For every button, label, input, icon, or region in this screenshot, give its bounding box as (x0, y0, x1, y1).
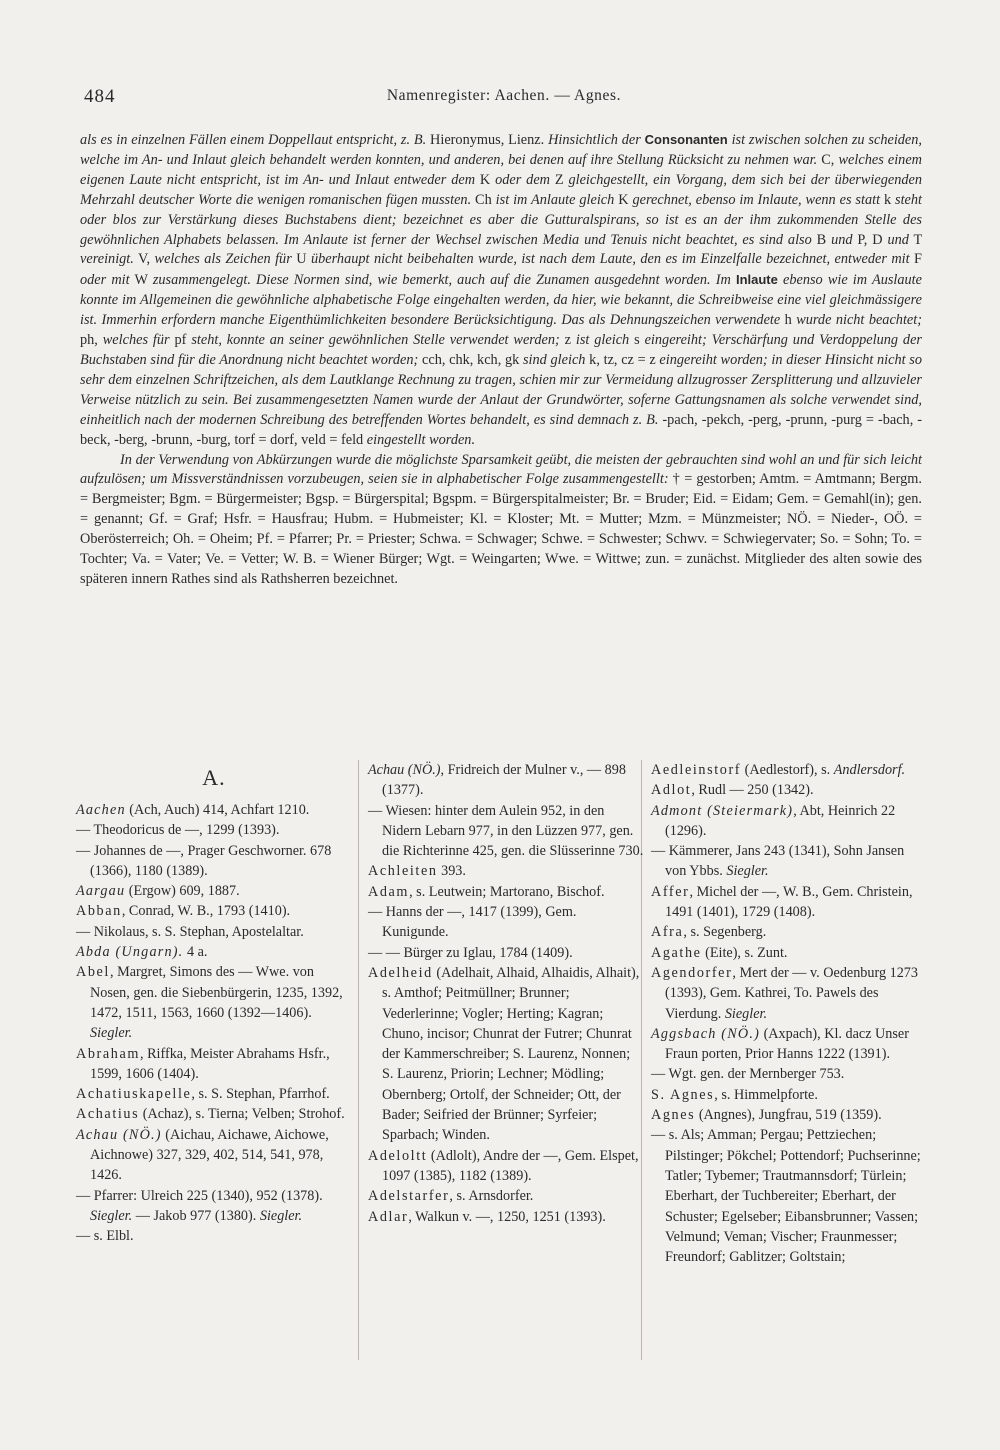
entry-headword: Agnes (651, 1107, 696, 1124)
text-run: — Johannes de —, Prager Geschworner. 678 (1366), 1180 (1389). (76, 842, 332, 879)
index-entry (651, 780, 927, 800)
text-run: zusammengelegt. Diese Normen sind, wie bemerkt, auch auf die Zunamen ausgedehnt worden. Im (152, 272, 736, 289)
text-run: (Adlolt), Andre der —, Gem. Elspet, 1097 (1385), 1182 (1389). (382, 1147, 639, 1184)
entry-headword: Achau (NÖ.) (76, 1126, 162, 1143)
entry-list (368, 760, 644, 1227)
text-run: h (780, 312, 797, 329)
index-column-1 (76, 760, 352, 1247)
text-run: cch, chk, kch, gk (418, 351, 523, 368)
text-run: — Wgt. gen. der Mernberger 753. (651, 1066, 845, 1083)
text-run: eingereiht worden; in dieser Hinsicht nicht so sehr dem einzelnen Schriftzeichen, als dem Lautklange Rechnung zu tragen, schien mir zur Vermeidung allzugrosser Zersplitterung und allzuvieler Verweise nützlich zu sein. Bei zusammengesetzten Namen wurde der Anlaut der Grundwörter, soferne Gattungsnamen als solche verwendet sind, einheitlich nach der modernen Schreibung des betreffenden Wortes behandelt, es sind demnach z. B. (80, 351, 923, 428)
text-run: Hinsichtlich der (548, 132, 645, 148)
text-run: Inlaute (735, 272, 778, 288)
text-run: gleichgestellt, ein Vorgang, dem sich bei der überwiegenden Mehrzahl deutscher Worte die wenigen romanischen fügen mussten. (80, 171, 922, 208)
entry-headword: Adelstarfer (368, 1188, 450, 1205)
text-run: , s. Segenberg. (683, 924, 767, 941)
entry-headword: Abda (Ungarn). (76, 944, 184, 961)
index-entry (368, 861, 644, 881)
text-run: wurde nicht beachtet; (796, 312, 923, 329)
text-run: welches als Zeichen für (154, 251, 292, 268)
text-run: steht oder blos zur Verstärkung dieses Buchstabens dient; bezeichnet es aber die Gutturalspirans, so ist es an der ihm zukommenden Stelle des gewöhnlichen Alphabets belassen. Im Anlaute ist ferner der Wechsel zwischen Media und Tenuis nicht beachtet, es sind also (80, 191, 923, 248)
text-run: ist im Anlaute gleich (495, 191, 615, 208)
text-run: , Michel der —, W. B., Gem. Christein, 1491 (1401), 1729 (1408). (665, 883, 913, 921)
index-entry (76, 1226, 352, 1246)
text-run: (Achaz), s. Tierna; Velben; Strohof. (139, 1106, 345, 1123)
text-run: vereinigt. (80, 251, 134, 268)
text-run: überhaupt nicht beibehalten wurde, ist nach dem Laute, den es im Einzelfalle bezeichnet, entweder mit (310, 251, 910, 268)
entry-headword: Adlar (368, 1208, 409, 1225)
index-entry (651, 922, 927, 942)
text-run: 4 a. (183, 944, 208, 961)
running-head: Namenregister: Aachen. — Agnes. (386, 87, 622, 104)
text-run: und (831, 231, 853, 248)
index-entry (651, 1024, 927, 1065)
text-run: (Aichau, Aichawe, Aichowe, Aichnowe) 327, 329, 402, 514, 541, 978, 1426. (90, 1126, 329, 1184)
index-entry (651, 882, 927, 923)
text-run: Hieronymus, Lienz. (426, 132, 549, 148)
index-entry (368, 963, 644, 1146)
text-run: , s. Himmelpforte. (714, 1086, 818, 1103)
text-run: k, tz, cz = z (585, 351, 660, 368)
text-run: (Axpach), Kl. dacz Unser Fraun porten, Prior Hanns 1222 (1391). (665, 1025, 909, 1063)
text-run: , Rudl — 250 (1342). (691, 782, 814, 799)
text-run: V, (133, 251, 155, 268)
text-run: , Riffka, Meister Abrahams Hsfr., 1599, 1606 (1404). (90, 1045, 330, 1082)
entry-headword: Achatiuskapelle (76, 1086, 192, 1103)
text-run: als es in einzelnen Fällen einem Doppellaut entspricht, z. B. (80, 132, 427, 148)
index-entry (651, 801, 927, 842)
index-entry (368, 943, 644, 963)
index-entry (368, 882, 644, 902)
index-entry (651, 943, 927, 963)
entry-headword: Admont (Steiermark) (651, 802, 794, 819)
index-entry (651, 1105, 927, 1125)
text-run: , s. Arnsdorfer. (449, 1188, 534, 1205)
text-run: (Angnes), Jungfrau, 519 (1359). (695, 1107, 882, 1124)
text-run: — s. Als; Amman; Pergau; Pettziechen; Pilstinger; Pökchel; Pottendorf; Puchserinne; Tatler; Tybemer; Trautmannsdorf; Türlein; Eberhart, der Tuchbereiter; Eberhart, der Schuster; Egelseber; Eibansbrunner; Vassen; Velmund; Veman; Vischer; Fraunmesser; Freundorf; Gablitzer; Goltstain; (651, 1127, 921, 1266)
entry-list (651, 760, 927, 1267)
entry-headword: Agendorfer (651, 964, 733, 981)
text-run: , s. Leutwein; Martorano, Bischof. (409, 883, 605, 900)
page-header (84, 86, 924, 112)
text-run: -pach, -pekch, -perg, -prunn, -purg = -bach, -beck, -berg, -brunn, -burg, torf = dorf, veld = feld (80, 411, 923, 448)
index-entry (76, 800, 352, 820)
text-run: ph, (80, 332, 103, 349)
text-run: — Nikolaus, s. S. Stephan, Apostelaltar. (76, 923, 304, 940)
text-run: (Aedlestorf), s. (741, 762, 834, 778)
text-run: W (129, 272, 153, 289)
text-run: z (559, 332, 576, 349)
text-run: , Abt, Heinrich 22 (1296). (665, 802, 896, 839)
index-entry (651, 1064, 927, 1084)
text-run: — Wiesen: hinter dem Aulein 952, in den Nidern Lebarn 977, in den Lüzzen 977, gen. die Richterinne 425, gen. die Slüsserinne 730. (368, 802, 644, 860)
page-number: 484 (84, 86, 116, 107)
text-run: (Eite), s. Zunt. (701, 944, 788, 961)
text-run: (Adelhait, Alhaid, Alhaidis, Alhait), s. Amthof; Peitmüllner; Brunner; Vederlerinne; Vogler; Herting; Kagran; Chuno, incisor; Chunrat der Futrer; Chunrat der Kammerschreiber; S. Laurenz, Nonnen; S. Laurenz, Priorin; Lechner; Mödling; Obernberg; Ortolf, der Schneider; Ott, der Bader; Seifried der Brünner; Syrfeier; Sparbach; Winden. (382, 964, 640, 1144)
entry-headword: Aargau (76, 883, 126, 900)
text-run: Siegler. (726, 863, 769, 880)
text-run: U (291, 251, 311, 268)
index-entry (368, 1186, 644, 1206)
index-entry (368, 760, 644, 801)
text-run: — Kämmerer, Jans 243 (1341), Sohn Jansen von Ybbs. (651, 843, 905, 880)
index-entry (76, 881, 352, 901)
text-run: Achau (NÖ.) (368, 762, 441, 778)
intro-paragraph-consonants (80, 130, 922, 451)
text-run: ist zwischen solchen zu scheiden, welche im An- und Inlaut gleich behandelt werden konnten, und anderen, bei denen auf ihre Stellung Rücksicht zu nehmen war. (80, 132, 923, 168)
text-run: gerechnet, ebenso im Inlaute, wenn es statt (632, 191, 881, 208)
entry-list (76, 800, 352, 1247)
entry-headword: Aedleinstorf (651, 762, 742, 778)
text-run: — Theodoricus de —, 1299 (1393). (76, 822, 280, 839)
text-run: eingestellt worden. (366, 431, 476, 448)
index-entry (76, 1044, 352, 1085)
text-run: Z (549, 171, 569, 188)
entry-headword: Afra (651, 924, 684, 941)
text-run: welches für (102, 332, 170, 349)
index-entry (368, 801, 644, 862)
entry-headword: Adelheid (368, 964, 433, 981)
index-entry (651, 760, 927, 780)
text-run: † = gestorben; Amtm. = Amtmann; Bergm. = Bergmeister; Bgm. = Bürgermeister; Bgsp. = Bürgerspital; Bgspm. = Bürgerspitalmeister; Br. = Bruder; Eid. = Eidam; Gem. = Gemahl(in); gen. = genannt; Gf. = Graf; Hsfr. = Hausfrau; Hubm. = Hubmeister; Kl. = Kloster; Mt. = Mutter; Mzm. = Münzmeister; NÖ. = Nieder-, OÖ. = Oberösterreich; Oh. = Oheim; Pf. = Pfarrer; Pr. = Priester; Schwa. = Schwager; Schwe. = Schwester; Schwv. = Schwiegervater; So. = Sohn; To. = Tochter; Va. = Vater; Ve. = Vetter; W. B. = Wiener Bürger; Wgt. = Weingarten; Wwe. = Wittwe; zun. = zunächst. Mitglieder des alten sowie des späteren innern Rathes sind als Rathsherren bezeichnet. (80, 471, 922, 587)
entry-headword: Achleiten (368, 863, 438, 880)
text-run: k (880, 191, 895, 208)
text-run: , Conrad, W. B., 1793 (1410). (121, 903, 291, 920)
entry-headword: Agathe (651, 944, 702, 961)
index-entry (76, 1084, 352, 1104)
entry-headword: Adlot (651, 782, 692, 799)
text-run: Ch (471, 191, 496, 208)
text-run: oder mit (80, 272, 130, 289)
text-run: , Mert der — v. Oedenburg 1273 (1393), Gem. Kathrei, To. Pawels des Vierdung. (665, 964, 918, 1022)
text-run: — s. Elbl. (76, 1228, 134, 1245)
text-run: welches einem eigenen Laute nicht entspricht, ist im An- und Inlaut entweder dem (80, 151, 922, 188)
entry-headword: Abban (76, 903, 122, 920)
entry-headword: Aggsbach (NÖ.) (651, 1025, 761, 1042)
text-run: — — Bürger zu Iglau, 1784 (1409). (368, 944, 573, 961)
text-run: Andlersdorf. (833, 762, 906, 778)
text-run: T (908, 231, 922, 248)
section-letter: A. (202, 765, 226, 790)
text-run: — Pfarrer: Ulreich 225 (1340), 952 (1378). (76, 1187, 323, 1204)
text-run: eingereiht; Verschärfung und Verdoppelung der Buchstaben sind für die Anordnung nicht beachtet worden; (80, 332, 922, 368)
text-run: K (475, 171, 496, 188)
text-run: steht, konnte an seiner gewöhnlichen Stelle verwendet werden; (191, 332, 560, 349)
entry-headword: S. Agnes (651, 1086, 715, 1103)
entry-headword: Affer (651, 883, 690, 900)
index-entry (76, 1104, 352, 1124)
entry-headword: Adeloltt (368, 1147, 428, 1164)
index-entry (651, 1125, 927, 1267)
index-column-3 (651, 760, 927, 1267)
index-entry (368, 1207, 644, 1227)
text-run: F (909, 251, 922, 268)
text-run: s (629, 332, 645, 349)
index-entry (76, 820, 352, 840)
introduction-text (80, 130, 922, 590)
text-run: (Ach, Auch) 414, Achfart 1210. (125, 802, 310, 818)
text-run: oder dem (495, 171, 550, 188)
text-run: C, (817, 151, 839, 168)
text-run: P, D (852, 231, 888, 248)
intro-paragraph-abbreviations (80, 451, 922, 590)
entry-headword: Abraham (76, 1045, 140, 1062)
text-run: K (614, 191, 633, 208)
text-run: , Margret, Simons des — Wwe. von Nosen, gen. die Siebenbürgerin, 1235, 1392, 1472, 1511, 1563, 1660 (1392—1406). (90, 964, 343, 1021)
text-run: (Ergow) 609, 1887. (125, 883, 240, 900)
text-run: , Walkun v. —, 1250, 1251 (1393). (408, 1208, 606, 1225)
text-run: 393. (437, 863, 466, 880)
index-entry (651, 841, 927, 882)
entry-headword: Achatius (76, 1106, 140, 1123)
entry-headword: Abel (76, 964, 110, 981)
index-entry (76, 962, 352, 1043)
text-run: Siegler. (259, 1207, 303, 1224)
index-entry (76, 942, 352, 962)
index-entry (76, 1186, 352, 1227)
entry-headword: Aachen (76, 802, 126, 818)
text-run: Siegler. (724, 1005, 767, 1022)
index-entry (368, 1146, 644, 1187)
text-run: und (887, 231, 909, 248)
index-entry (651, 963, 927, 1024)
text-run: sind gleich (522, 351, 586, 368)
text-run: In der Verwendung von Abkürzungen wurde die möglichste Sparsamkeit geübt, die meisten der gebrauchten sind wohl an und für sich leicht aufzulösen; um Missverständnissen vorzubeugen, seien sie in alphabetischer Folge zusammengestellt: (80, 451, 922, 488)
text-run: — Hanns der —, 1417 (1399), Gem. Kunigunde. (368, 904, 577, 941)
text-run: Siegler. (90, 1025, 133, 1042)
column-divider (358, 760, 359, 1360)
index-entry (651, 1085, 927, 1105)
text-run: , Fridreich der Mulner v., — 898 (1377). (382, 762, 626, 799)
text-run: Consonanten (644, 132, 728, 147)
index-entry (76, 922, 352, 942)
index-column-2 (368, 760, 644, 1227)
index-entry (76, 1125, 352, 1186)
text-run: B (811, 231, 832, 248)
text-run: ebenso wie im Auslaute konnte im Allgemeinen die gewöhnliche alphabetische Folge eingehalten werden, da hier, wie bekannt, die Schreibweise eine viel gleichmässigere ist. Immerhin erfordern manche Eigenthümlichkeiten besondere Berücksichtigung. Das als Dehnungszeichen verwendete (80, 272, 922, 329)
text-run: pf (169, 332, 192, 349)
index-entry (368, 902, 644, 943)
text-run: — Jakob 977 (1380). (132, 1207, 260, 1224)
entry-headword: Adam (368, 883, 410, 900)
index-entry (76, 841, 352, 882)
text-run: ist gleich (575, 332, 630, 349)
text-run: Siegler. (90, 1207, 133, 1224)
index-entry (76, 901, 352, 921)
text-run: , s. S. Stephan, Pfarrhof. (191, 1086, 330, 1103)
